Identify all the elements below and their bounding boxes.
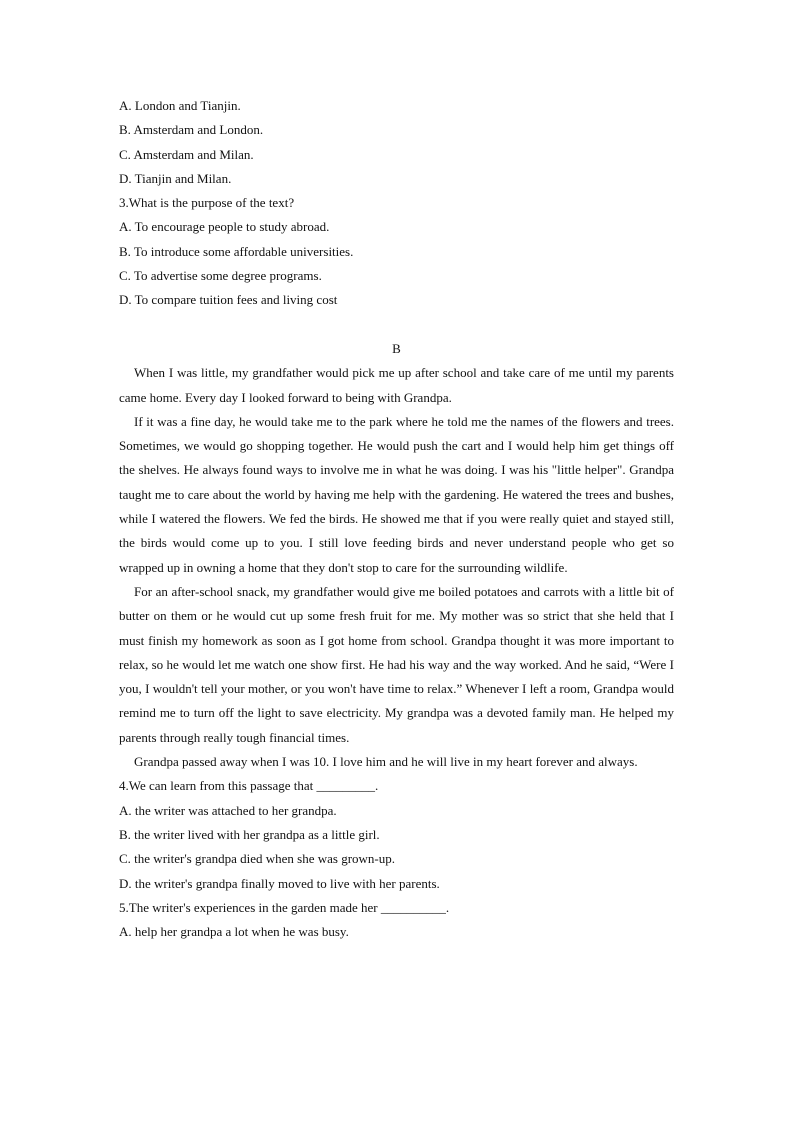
question-2-options — [119, 94, 674, 191]
question-text: 4.We can learn from this passage that _________. — [119, 778, 379, 794]
option-a: A. To encourage people to study abroad. — [119, 219, 330, 235]
option-a: A. help her grandpa a lot when he was busy. — [119, 924, 349, 940]
passage-paragraph: When I was little, my grandfather would pick me up after school and take care of me until my parents came home. Every day I looked forward to being with Grandpa. — [119, 365, 674, 405]
option-c: C. Amsterdam and Milan. — [119, 146, 254, 162]
passage-paragraph: If it was a fine day, he would take me to the park where he told me the names of the flowers and trees. Sometimes, we would go shopping together. He would push the cart and I would help him get things off the shelves. He always found ways to involve me in what he was doing. I was his "little helper". Grandpa taught me to care about the world by having me help with the gardening. He watered the trees and bushes, while I watered the flowers. We fed the birds. He showed me that if you were really quiet and stayed still, the birds would come up to you. I still love feeding birds and never understand people who get so wrapped up in owning a home that they don't stop to care for the surrounding wildlife. — [119, 413, 674, 575]
passage — [119, 361, 674, 774]
option-d: D. the writer's grandpa finally moved to live with her parents. — [119, 875, 440, 891]
option-b: B. Amsterdam and London. — [119, 122, 264, 138]
passage-paragraph: For an after-school snack, my grandfather would give me boiled potatoes and carrots with a little bit of butter on them or he would cut up some fresh fruit for me. My mother was so strict that she held that I must finish my homework as soon as I got home from school. Grandpa thought it was more important to relax, so he would let me watch one show first. He had his way and the way worked. And he said, “Were I you, I wouldn't tell your mother, or you won't have time to relax.” Whenever I left a room, Grandpa would remind me to turn off the light to save electricity. My grandpa was a devoted family man. He helped my parents through really tough financial times. — [119, 583, 674, 745]
passage-paragraph: Grandpa passed away when I was 10. I love him and he will live in my heart forever and always. — [134, 754, 638, 770]
option-a: A. the writer was attached to her grandpa. — [119, 802, 337, 818]
option-c: C. To advertise some degree programs. — [119, 268, 322, 284]
option-a: A. London and Tianjin. — [119, 98, 241, 113]
question-3 — [119, 191, 674, 312]
question-4 — [119, 774, 674, 895]
option-b: B. To introduce some affordable universities. — [119, 243, 354, 259]
question-5 — [119, 896, 674, 945]
option-b: B. the writer lived with her grandpa as a little girl. — [119, 826, 380, 842]
exam-page — [119, 94, 674, 944]
option-c: C. the writer's grandpa died when she was grown-up. — [119, 851, 395, 867]
section-heading: B — [392, 340, 401, 356]
option-d: D. Tianjin and Milan. — [119, 170, 232, 186]
option-d: D. To compare tuition fees and living cost — [119, 292, 338, 308]
question-text: 3.What is the purpose of the text? — [119, 195, 295, 211]
question-text: 5.The writer's experiences in the garden made her __________. — [119, 899, 450, 915]
